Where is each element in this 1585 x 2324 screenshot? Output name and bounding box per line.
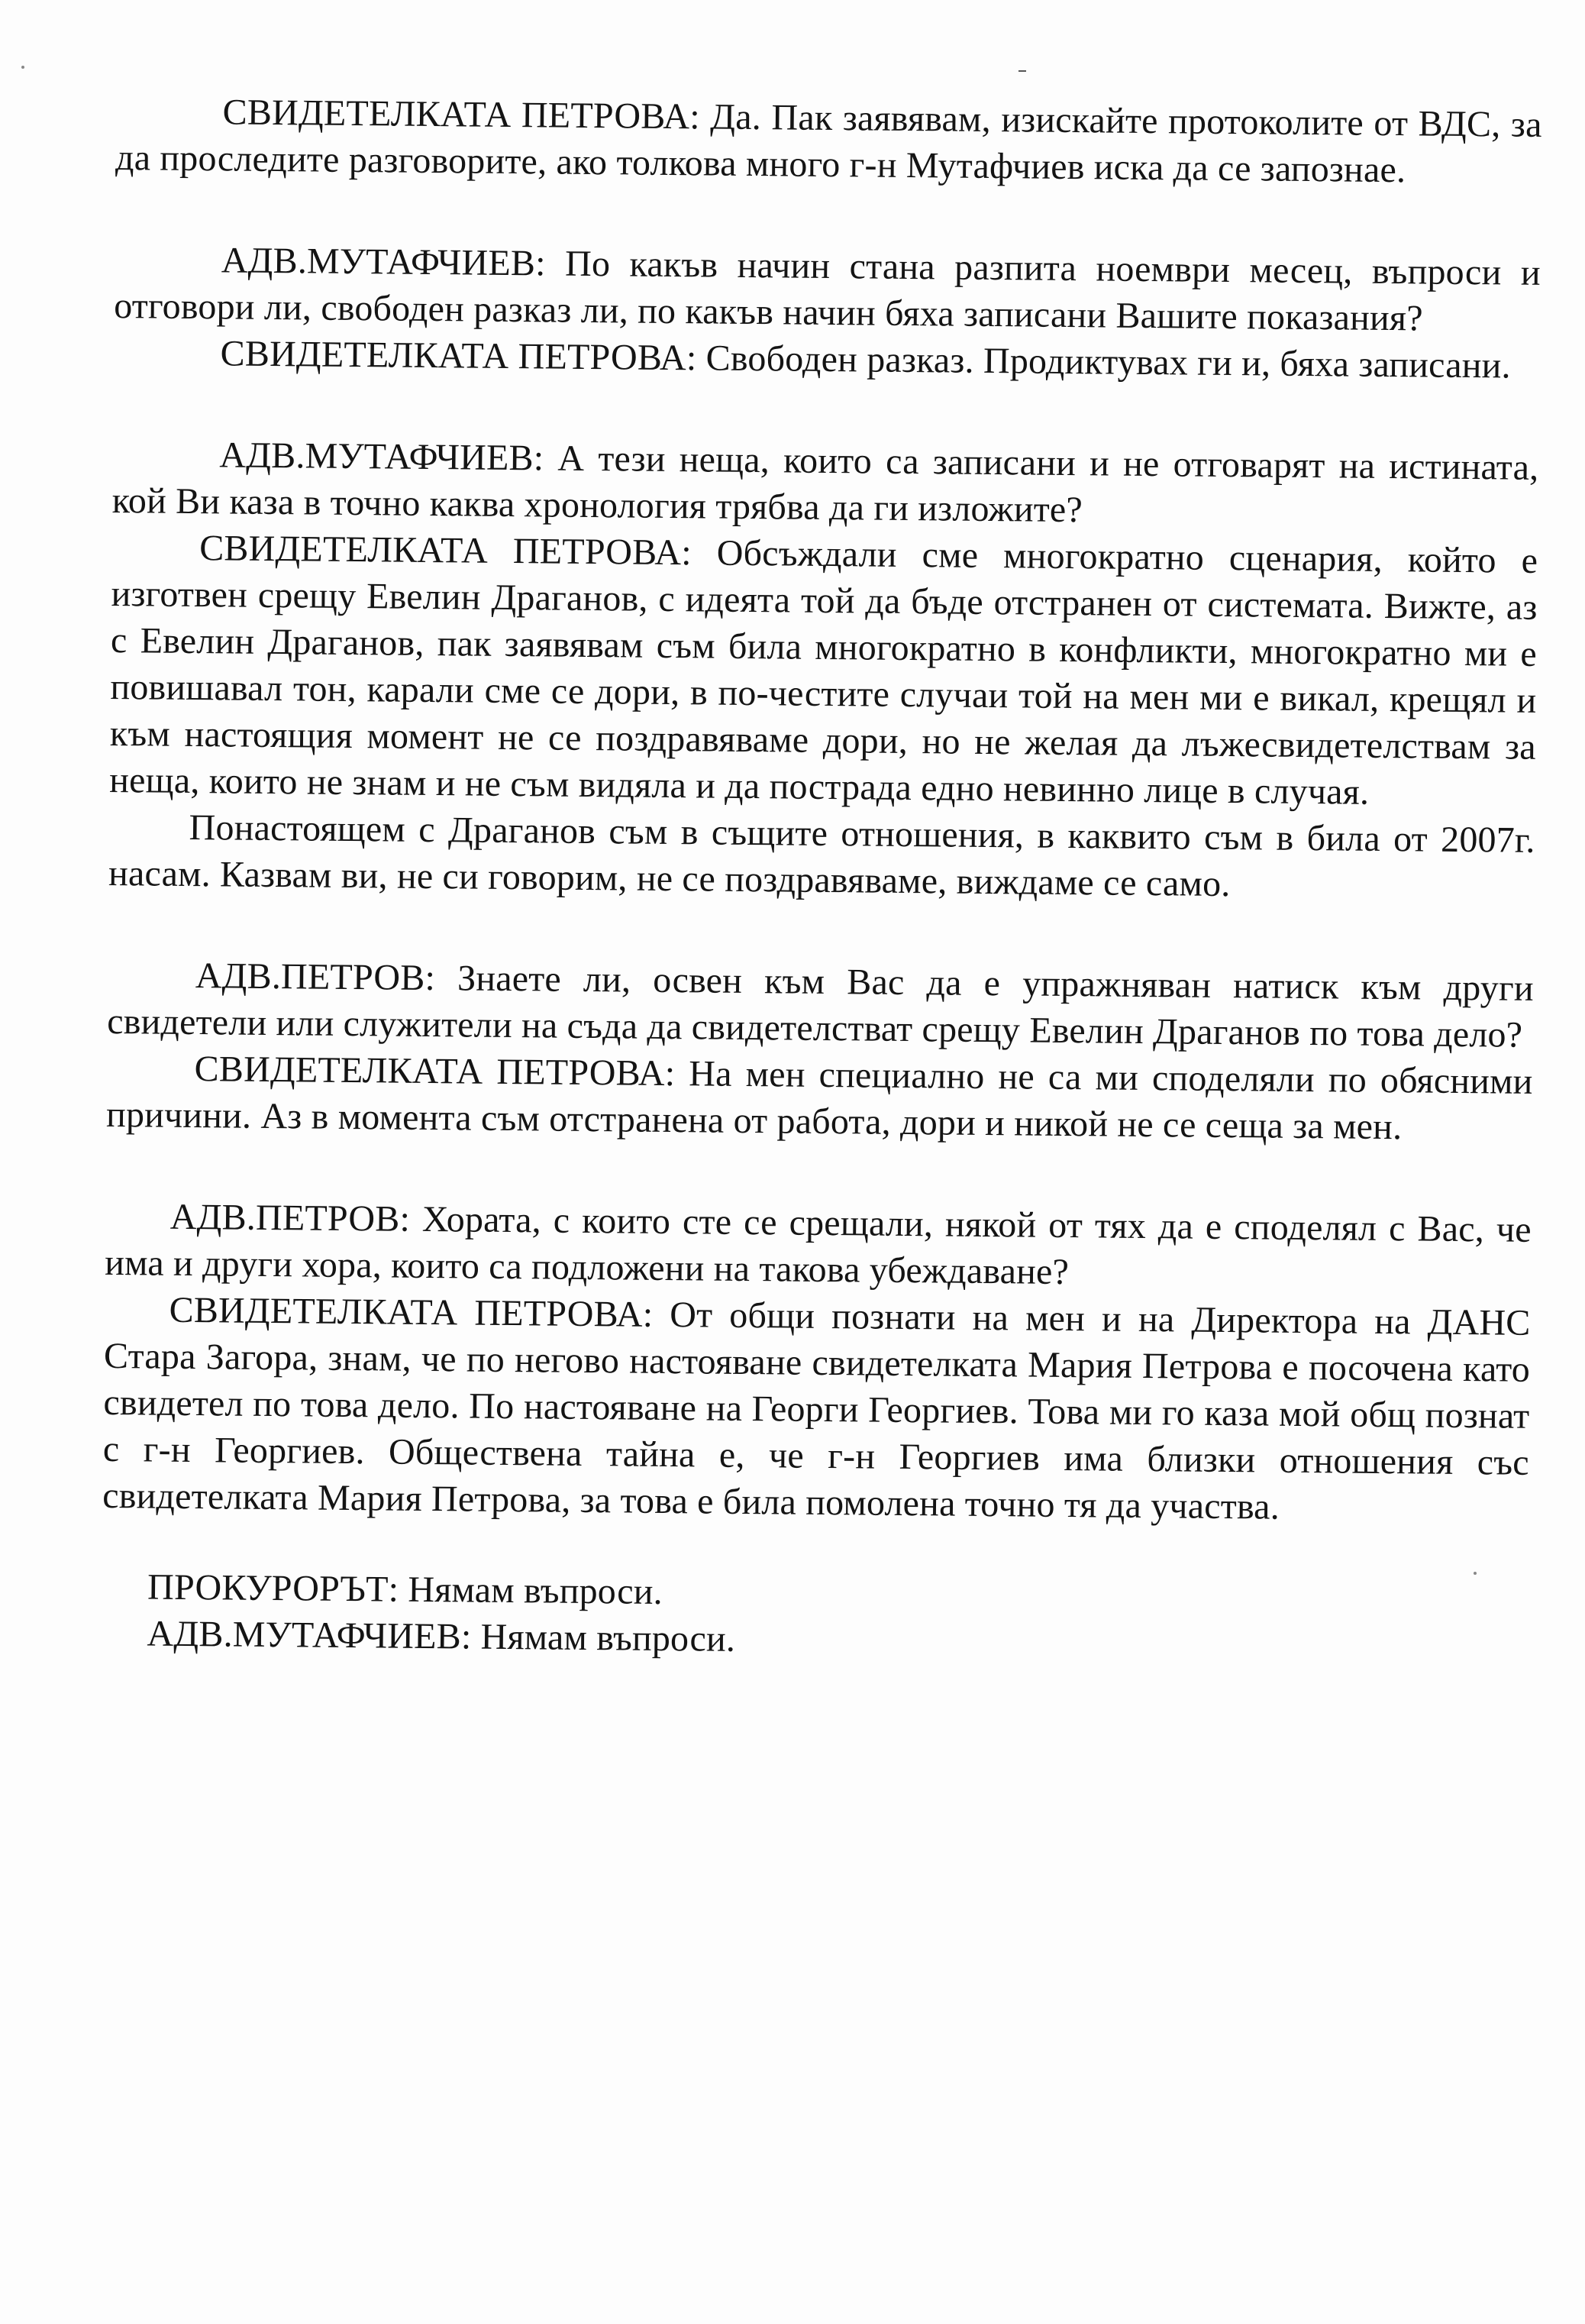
speaker-label: СВИДЕТЕЛКАТА ПЕТРОВА: xyxy=(169,1289,654,1335)
transcript-paragraph xyxy=(107,952,1534,1059)
speaker-label: ПРОКУРОРЪТ: xyxy=(147,1566,399,1610)
speaker-label: АДВ.МУТАФЧИЕВ: xyxy=(221,240,546,284)
transcript-paragraph xyxy=(115,88,1542,195)
speaker-label: АДВ.ПЕТРОВ: xyxy=(169,1196,411,1240)
speaker-label: СВИДЕТЕЛКАТА ПЕТРОВА: xyxy=(222,92,701,137)
speaker-label: АДВ.ПЕТРОВ: xyxy=(195,955,436,999)
transcript-paragraph xyxy=(108,803,1535,910)
paragraph-text: Обсъждали сме многократно сценария, който е изготвен срещу Евелин Драганов, с идеята той да бъде отстранен от системата. Вижте, аз с Евелин Драганов, пак заявявам съм била многократно в конфликти, многократно ми е повишавал тон, карали сме се дори, в по-честите случаи той на мен ми е викал, крещял и към настоящия момент не се поздравяваме дори, но не желая да лъжесвидетелствам за неща, които не знам и не съм видяла и да пострада едно невинно лице в случая. xyxy=(109,532,1538,813)
paragraph-text: На мен специално не са ми споделяли по обясними причини. Аз в момента съм отстранена от работа, дори и никой не се сеща за мен. xyxy=(105,1053,1533,1148)
paragraph-text: Да. Пак заявявам, изискайте протоколите от ВДС, за да проследите разговорите, ако толкова много г-н Мутафчиев иска да се запознае. xyxy=(115,96,1542,191)
transcript-body xyxy=(101,88,1542,1670)
transcript-paragraph xyxy=(102,1286,1531,1533)
paragraph-text: По какъв начин стана разпита ноември месец, въпроси и отговори ли, свободен разказ ли, по какъв начин бяха записани Вашите показания? xyxy=(114,243,1541,339)
scan-speck xyxy=(21,66,24,69)
speaker-label: АДВ.МУТАФЧИЕВ: xyxy=(219,435,544,479)
speaker-label: СВИДЕТЕЛКАТА ПЕТРОВА: xyxy=(199,528,692,574)
transcript-paragraph xyxy=(105,1193,1532,1300)
paragraph-text: Понастоящем с Драганов съм в същите отношения, в каквито съм в била от 2007г. насам. Казвам ви, не си говорим, не се поздравяваме, виждаме се само. xyxy=(108,806,1535,905)
speaker-label: СВИДЕТЕЛКАТА ПЕТРОВА: xyxy=(220,333,697,379)
scan-mark xyxy=(1018,70,1026,72)
paragraph-text: От общи познати на мен и на Директора на ДАНС Стара Загора, знам, че по негово настояване свидетелката Мария Петрова е посочена като свидетел по това дело. По настояване на Георги Георгиев. Това ми го каза мой общ познат с г-н Георгиев. Обществена тайна е, че г-н Георгиев има близки отношения със свидетелката Мария Петрова, за това е била помолена точно тя да участва. xyxy=(102,1294,1531,1527)
transcript-paragraph xyxy=(109,524,1538,817)
transcript-paragraph xyxy=(112,431,1539,538)
paragraph-text: Свободен разказ. Продиктувах ги и, бяха записани. xyxy=(696,338,1511,386)
paragraph-text: Хората, с които сте се срещали, някой от тях да е споделял с Вас, че има и други хора, които са подложени на такова убеждаване? xyxy=(104,1198,1532,1293)
paragraph-text: Нямам въпроси. xyxy=(398,1569,663,1612)
paragraph-text: А тези неща, които са записани и не отговарят на истината, кой Ви каза в точно каква хронология трябва да ги изложите? xyxy=(111,438,1539,531)
transcript-paragraph xyxy=(114,236,1541,343)
paragraph-text: Нямам въпроси. xyxy=(471,1616,736,1660)
paragraph-text: Знаете ли, освен към Вас да е упражняван натиск към други свидетели или служители на съда да свидетелстват срещу Евелин Драганов по това дело? xyxy=(107,958,1535,1055)
speaker-label: СВИДЕТЕЛКАТА ПЕТРОВА: xyxy=(194,1049,676,1094)
transcript-paragraph xyxy=(106,1045,1533,1152)
speaker-label: АДВ.МУТАФЧИЕВ: xyxy=(147,1613,472,1657)
